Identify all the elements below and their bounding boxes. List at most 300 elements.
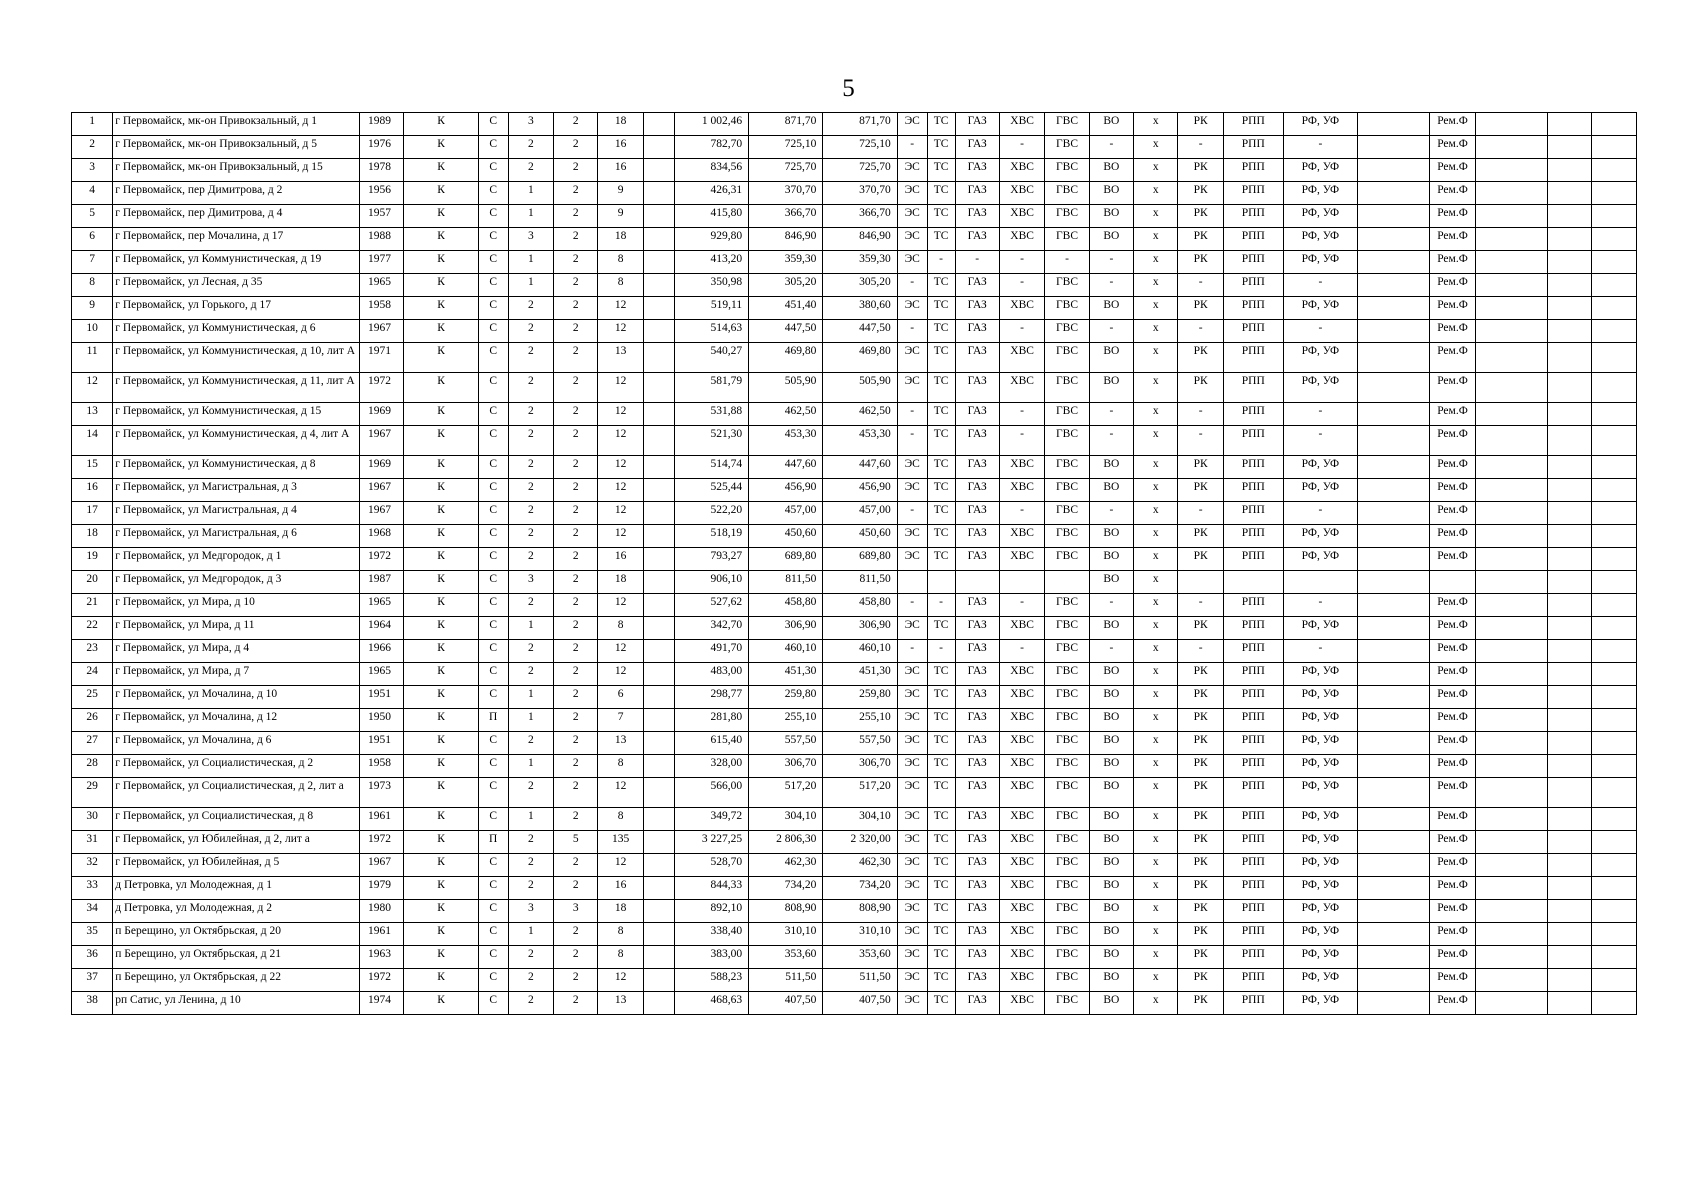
- cell-address: г Первомайск, ул Социалистическая, д 2, лит а: [113, 778, 360, 808]
- cell-mark: х: [1134, 992, 1178, 1015]
- cell-material: К: [404, 617, 478, 640]
- cell-apartments: 8: [598, 923, 643, 946]
- cell-repair-fund: Рем.Ф: [1430, 617, 1475, 640]
- cell-blank-cell: [1358, 548, 1430, 571]
- cell-row-number: 16: [72, 479, 113, 502]
- cell-heat-supply: [927, 571, 955, 594]
- cell-residential-area: 462,50: [823, 403, 897, 426]
- cell-apartments: 16: [598, 159, 643, 182]
- cell-blank-cell: [1358, 297, 1430, 320]
- cell-blank-cell: [1547, 571, 1591, 594]
- cell-hot-water: ГВС: [1045, 831, 1089, 854]
- cell-floors: 3: [508, 113, 553, 136]
- cell-address: г Первомайск, ул Социалистическая, д 8: [113, 808, 360, 831]
- cell-rpp-code: РПП: [1223, 709, 1283, 732]
- cell-mark: х: [1134, 136, 1178, 159]
- cell-entrances: 2: [554, 946, 598, 969]
- cell-address: д Петровка, ул Молодежная, д 2: [113, 900, 360, 923]
- cell-blank-cell: [1592, 205, 1637, 228]
- cell-heat-supply: -: [927, 251, 955, 274]
- cell-rk-code: РК: [1178, 548, 1223, 571]
- cell-living-area: 359,30: [749, 251, 823, 274]
- cell-sewerage: ВО: [1089, 732, 1133, 755]
- cell-fund-code: РФ, УФ: [1283, 778, 1357, 808]
- cell-blank-cell: [643, 228, 674, 251]
- cell-floors: 2: [508, 343, 553, 373]
- cell-heat-supply: ТС: [927, 182, 955, 205]
- cell-total-area: 3 227,25: [674, 831, 748, 854]
- cell-row-number: 22: [72, 617, 113, 640]
- cell-gas-supply: ГАЗ: [955, 205, 999, 228]
- cell-rpp-code: РПП: [1223, 617, 1283, 640]
- cell-floors: 2: [508, 479, 553, 502]
- cell-floors: 2: [508, 854, 553, 877]
- cell-apartments: 12: [598, 479, 643, 502]
- cell-hot-water: ГВС: [1045, 778, 1089, 808]
- cell-address: г Первомайск, мк-он Привокзальный, д 5: [113, 136, 360, 159]
- cell-blank-cell: [1358, 251, 1430, 274]
- cell-hot-water: ГВС: [1045, 946, 1089, 969]
- cell-floors: 2: [508, 548, 553, 571]
- cell-fund-code: РФ, УФ: [1283, 854, 1357, 877]
- cell-rpp-code: РПП: [1223, 686, 1283, 709]
- cell-cold-water: ХВС: [999, 992, 1044, 1015]
- cell-blank-cell: [1358, 854, 1430, 877]
- cell-address: г Первомайск, ул Медгородок, д 3: [113, 571, 360, 594]
- cell-floors: 3: [508, 900, 553, 923]
- cell-sewerage: ВО: [1089, 992, 1133, 1015]
- cell-row-number: 18: [72, 525, 113, 548]
- cell-entrances: 2: [554, 617, 598, 640]
- cell-year-built: 1956: [360, 182, 404, 205]
- cell-year-built: 1967: [360, 426, 404, 456]
- cell-blank-cell: [643, 946, 674, 969]
- cell-repair-fund: Рем.Ф: [1430, 403, 1475, 426]
- cell-material: К: [404, 182, 478, 205]
- cell-blank-cell: [1592, 159, 1637, 182]
- cell-blank-cell: [1358, 274, 1430, 297]
- cell-total-area: 349,72: [674, 808, 748, 831]
- cell-rpp-code: РПП: [1223, 182, 1283, 205]
- cell-row-number: 21: [72, 594, 113, 617]
- cell-wall-type: С: [478, 808, 508, 831]
- cell-residential-area: 557,50: [823, 732, 897, 755]
- cell-blank-cell: [1358, 479, 1430, 502]
- cell-year-built: 1969: [360, 403, 404, 426]
- cell-hot-water: ГВС: [1045, 992, 1089, 1015]
- cell-wall-type: С: [478, 923, 508, 946]
- cell-rk-code: РК: [1178, 709, 1223, 732]
- cell-gas-supply: ГАЗ: [955, 403, 999, 426]
- cell-rk-code: -: [1178, 403, 1223, 426]
- cell-mark: х: [1134, 426, 1178, 456]
- cell-apartments: 18: [598, 228, 643, 251]
- cell-blank-cell: [1358, 992, 1430, 1015]
- cell-floors: 2: [508, 831, 553, 854]
- cell-heat-supply: ТС: [927, 525, 955, 548]
- cell-row-number: 32: [72, 854, 113, 877]
- cell-apartments: 12: [598, 663, 643, 686]
- cell-apartments: 8: [598, 755, 643, 778]
- cell-address: г Первомайск, ул Коммунистическая, д 6: [113, 320, 360, 343]
- cell-blank-cell: [643, 778, 674, 808]
- cell-gas-supply: ГАЗ: [955, 320, 999, 343]
- cell-cold-water: ХВС: [999, 548, 1044, 571]
- cell-year-built: 1977: [360, 251, 404, 274]
- cell-mark: х: [1134, 525, 1178, 548]
- cell-residential-area: 366,70: [823, 205, 897, 228]
- cell-hot-water: ГВС: [1045, 969, 1089, 992]
- cell-cold-water: ХВС: [999, 808, 1044, 831]
- cell-rpp-code: РПП: [1223, 403, 1283, 426]
- cell-wall-type: С: [478, 946, 508, 969]
- cell-year-built: 1951: [360, 686, 404, 709]
- cell-hot-water: ГВС: [1045, 426, 1089, 456]
- cell-blank-cell: [643, 877, 674, 900]
- cell-wall-type: С: [478, 732, 508, 755]
- table-row: [72, 502, 1637, 525]
- cell-sewerage: ВО: [1089, 228, 1133, 251]
- cell-row-number: 5: [72, 205, 113, 228]
- cell-blank-cell: [1592, 297, 1637, 320]
- cell-rpp-code: РПП: [1223, 479, 1283, 502]
- cell-residential-area: 871,70: [823, 113, 897, 136]
- table-row: [72, 525, 1637, 548]
- cell-blank-cell: [1358, 900, 1430, 923]
- cell-hot-water: ГВС: [1045, 808, 1089, 831]
- cell-living-area: 305,20: [749, 274, 823, 297]
- cell-blank-cell: [643, 686, 674, 709]
- cell-gas-supply: ГАЗ: [955, 594, 999, 617]
- cell-cold-water: ХВС: [999, 228, 1044, 251]
- cell-rpp-code: РПП: [1223, 159, 1283, 182]
- cell-address: г Первомайск, ул Мира, д 4: [113, 640, 360, 663]
- cell-living-area: 255,10: [749, 709, 823, 732]
- cell-blank-cell: [643, 502, 674, 525]
- cell-blank-cell: [1547, 479, 1591, 502]
- cell-total-area: 528,70: [674, 854, 748, 877]
- cell-residential-area: 811,50: [823, 571, 897, 594]
- cell-entrances: 2: [554, 479, 598, 502]
- cell-floors: 1: [508, 923, 553, 946]
- cell-blank-cell: [1592, 251, 1637, 274]
- cell-entrances: 2: [554, 320, 598, 343]
- cell-address: г Первомайск, ул Коммунистическая, д 11, лит А: [113, 373, 360, 403]
- cell-gas-supply: ГАЗ: [955, 831, 999, 854]
- cell-blank-cell: [1592, 274, 1637, 297]
- cell-blank-cell: [1358, 755, 1430, 778]
- cell-rpp-code: РПП: [1223, 992, 1283, 1015]
- cell-blank-cell: [1358, 923, 1430, 946]
- cell-material: К: [404, 808, 478, 831]
- cell-apartments: 135: [598, 831, 643, 854]
- cell-power-supply: [897, 571, 927, 594]
- cell-power-supply: -: [897, 403, 927, 426]
- cell-power-supply: -: [897, 502, 927, 525]
- cell-sewerage: ВО: [1089, 877, 1133, 900]
- cell-address: г Первомайск, ул Лесная, д 35: [113, 274, 360, 297]
- table-row: [72, 274, 1637, 297]
- cell-cold-water: ХВС: [999, 900, 1044, 923]
- cell-fund-code: [1283, 571, 1357, 594]
- cell-year-built: 1967: [360, 502, 404, 525]
- table-row: [72, 732, 1637, 755]
- cell-repair-fund: Рем.Ф: [1430, 969, 1475, 992]
- cell-blank-cell: [1358, 808, 1430, 831]
- cell-year-built: 1965: [360, 594, 404, 617]
- cell-rpp-code: РПП: [1223, 831, 1283, 854]
- cell-floors: 2: [508, 136, 553, 159]
- cell-power-supply: ЭС: [897, 831, 927, 854]
- cell-address: г Первомайск, ул Мочалина, д 10: [113, 686, 360, 709]
- table-row: [72, 709, 1637, 732]
- cell-living-area: 450,60: [749, 525, 823, 548]
- cell-address: г Первомайск, мк-он Привокзальный, д 1: [113, 113, 360, 136]
- cell-power-supply: -: [897, 594, 927, 617]
- cell-wall-type: С: [478, 479, 508, 502]
- cell-heat-supply: ТС: [927, 274, 955, 297]
- cell-blank-cell: [1475, 778, 1547, 808]
- cell-blank-cell: [1358, 663, 1430, 686]
- cell-floors: 2: [508, 373, 553, 403]
- cell-blank-cell: [643, 525, 674, 548]
- cell-mark: х: [1134, 548, 1178, 571]
- cell-rk-code: РК: [1178, 617, 1223, 640]
- cell-rk-code: -: [1178, 320, 1223, 343]
- cell-material: К: [404, 403, 478, 426]
- cell-total-area: 518,19: [674, 525, 748, 548]
- cell-floors: 2: [508, 525, 553, 548]
- cell-gas-supply: ГАЗ: [955, 946, 999, 969]
- cell-rpp-code: РПП: [1223, 426, 1283, 456]
- cell-power-supply: ЭС: [897, 778, 927, 808]
- cell-blank-cell: [643, 992, 674, 1015]
- cell-floors: 2: [508, 877, 553, 900]
- cell-power-supply: -: [897, 426, 927, 456]
- cell-material: К: [404, 479, 478, 502]
- cell-heat-supply: ТС: [927, 113, 955, 136]
- cell-apartments: 12: [598, 456, 643, 479]
- cell-blank-cell: [1547, 297, 1591, 320]
- cell-hot-water: ГВС: [1045, 900, 1089, 923]
- cell-wall-type: С: [478, 571, 508, 594]
- cell-entrances: 2: [554, 778, 598, 808]
- cell-living-area: 451,30: [749, 663, 823, 686]
- cell-residential-area: 304,10: [823, 808, 897, 831]
- cell-blank-cell: [1592, 831, 1637, 854]
- cell-blank-cell: [1547, 182, 1591, 205]
- cell-wall-type: С: [478, 525, 508, 548]
- table-row: [72, 640, 1637, 663]
- cell-heat-supply: -: [927, 594, 955, 617]
- cell-living-area: 505,90: [749, 373, 823, 403]
- cell-gas-supply: ГАЗ: [955, 900, 999, 923]
- cell-repair-fund: [1430, 571, 1475, 594]
- cell-total-area: 844,33: [674, 877, 748, 900]
- cell-gas-supply: ГАЗ: [955, 548, 999, 571]
- cell-blank-cell: [1358, 426, 1430, 456]
- cell-address: рп Сатис, ул Ленина, д 10: [113, 992, 360, 1015]
- cell-hot-water: ГВС: [1045, 594, 1089, 617]
- cell-sewerage: ВО: [1089, 456, 1133, 479]
- cell-blank-cell: [1592, 992, 1637, 1015]
- cell-address: г Первомайск, ул Магистральная, д 4: [113, 502, 360, 525]
- cell-address: г Первомайск, ул Коммунистическая, д 4, лит А: [113, 426, 360, 456]
- cell-gas-supply: ГАЗ: [955, 426, 999, 456]
- cell-rk-code: РК: [1178, 113, 1223, 136]
- cell-repair-fund: Рем.Ф: [1430, 274, 1475, 297]
- cell-blank-cell: [1358, 709, 1430, 732]
- cell-hot-water: [1045, 571, 1089, 594]
- cell-rpp-code: РПП: [1223, 923, 1283, 946]
- cell-material: К: [404, 456, 478, 479]
- cell-row-number: 24: [72, 663, 113, 686]
- cell-living-area: 462,50: [749, 403, 823, 426]
- cell-entrances: 2: [554, 686, 598, 709]
- cell-address: г Первомайск, ул Коммунистическая, д 19: [113, 251, 360, 274]
- cell-mark: х: [1134, 923, 1178, 946]
- cell-repair-fund: Рем.Ф: [1430, 946, 1475, 969]
- cell-blank-cell: [1592, 946, 1637, 969]
- cell-blank-cell: [1358, 640, 1430, 663]
- cell-fund-code: -: [1283, 274, 1357, 297]
- cell-blank-cell: [1592, 373, 1637, 403]
- cell-blank-cell: [643, 479, 674, 502]
- cell-sewerage: -: [1089, 403, 1133, 426]
- cell-fund-code: РФ, УФ: [1283, 297, 1357, 320]
- cell-address: г Первомайск, ул Социалистическая, д 2: [113, 755, 360, 778]
- cell-cold-water: ХВС: [999, 617, 1044, 640]
- cell-total-area: 540,27: [674, 343, 748, 373]
- cell-wall-type: С: [478, 992, 508, 1015]
- cell-address: г Первомайск, ул Мира, д 11: [113, 617, 360, 640]
- cell-repair-fund: Рем.Ф: [1430, 686, 1475, 709]
- cell-hot-water: ГВС: [1045, 877, 1089, 900]
- cell-year-built: 1965: [360, 663, 404, 686]
- cell-total-area: 892,10: [674, 900, 748, 923]
- cell-sewerage: ВО: [1089, 900, 1133, 923]
- cell-gas-supply: ГАЗ: [955, 617, 999, 640]
- cell-apartments: 8: [598, 251, 643, 274]
- cell-repair-fund: Рем.Ф: [1430, 877, 1475, 900]
- cell-hot-water: ГВС: [1045, 136, 1089, 159]
- table-row: [72, 228, 1637, 251]
- cell-repair-fund: Рем.Ф: [1430, 923, 1475, 946]
- cell-blank-cell: [1547, 159, 1591, 182]
- cell-fund-code: РФ, УФ: [1283, 992, 1357, 1015]
- cell-mark: х: [1134, 274, 1178, 297]
- cell-blank-cell: [1547, 900, 1591, 923]
- cell-row-number: 25: [72, 686, 113, 709]
- cell-living-area: 517,20: [749, 778, 823, 808]
- cell-blank-cell: [643, 205, 674, 228]
- cell-fund-code: РФ, УФ: [1283, 548, 1357, 571]
- cell-blank-cell: [1547, 373, 1591, 403]
- cell-heat-supply: ТС: [927, 159, 955, 182]
- cell-year-built: 1965: [360, 274, 404, 297]
- cell-hot-water: ГВС: [1045, 617, 1089, 640]
- cell-blank-cell: [1475, 969, 1547, 992]
- cell-entrances: 2: [554, 373, 598, 403]
- cell-blank-cell: [1547, 709, 1591, 732]
- cell-blank-cell: [1475, 251, 1547, 274]
- cell-wall-type: С: [478, 755, 508, 778]
- cell-heat-supply: ТС: [927, 831, 955, 854]
- cell-row-number: 2: [72, 136, 113, 159]
- cell-apartments: 8: [598, 946, 643, 969]
- cell-blank-cell: [1358, 343, 1430, 373]
- cell-sewerage: -: [1089, 320, 1133, 343]
- cell-gas-supply: ГАЗ: [955, 274, 999, 297]
- cell-rpp-code: РПП: [1223, 136, 1283, 159]
- cell-address: г Первомайск, ул Коммунистическая, д 8: [113, 456, 360, 479]
- cell-rpp-code: РПП: [1223, 854, 1283, 877]
- cell-blank-cell: [1547, 456, 1591, 479]
- table-row: [72, 946, 1637, 969]
- cell-rk-code: РК: [1178, 778, 1223, 808]
- cell-rk-code: РК: [1178, 297, 1223, 320]
- cell-floors: 1: [508, 251, 553, 274]
- cell-hot-water: ГВС: [1045, 297, 1089, 320]
- cell-blank-cell: [1547, 969, 1591, 992]
- cell-rpp-code: РПП: [1223, 525, 1283, 548]
- cell-apartments: 8: [598, 808, 643, 831]
- cell-floors: 2: [508, 159, 553, 182]
- cell-gas-supply: ГАЗ: [955, 732, 999, 755]
- cell-rpp-code: РПП: [1223, 251, 1283, 274]
- table-row: [72, 456, 1637, 479]
- cell-cold-water: ХВС: [999, 479, 1044, 502]
- cell-entrances: 2: [554, 502, 598, 525]
- cell-cold-water: -: [999, 403, 1044, 426]
- cell-mark: х: [1134, 969, 1178, 992]
- cell-repair-fund: Рем.Ф: [1430, 594, 1475, 617]
- cell-year-built: 1961: [360, 808, 404, 831]
- cell-living-area: 306,90: [749, 617, 823, 640]
- cell-residential-area: 407,50: [823, 992, 897, 1015]
- cell-entrances: 2: [554, 297, 598, 320]
- cell-power-supply: ЭС: [897, 113, 927, 136]
- cell-material: К: [404, 831, 478, 854]
- cell-wall-type: С: [478, 136, 508, 159]
- cell-blank-cell: [1475, 732, 1547, 755]
- cell-total-area: 328,00: [674, 755, 748, 778]
- cell-rpp-code: РПП: [1223, 205, 1283, 228]
- cell-blank-cell: [1547, 205, 1591, 228]
- cell-rk-code: РК: [1178, 343, 1223, 373]
- cell-rk-code: РК: [1178, 686, 1223, 709]
- cell-row-number: 33: [72, 877, 113, 900]
- cell-living-area: 353,60: [749, 946, 823, 969]
- cell-year-built: 1950: [360, 709, 404, 732]
- cell-rpp-code: РПП: [1223, 548, 1283, 571]
- cell-blank-cell: [1358, 182, 1430, 205]
- cell-wall-type: С: [478, 778, 508, 808]
- cell-apartments: 18: [598, 571, 643, 594]
- cell-blank-cell: [1592, 755, 1637, 778]
- cell-blank-cell: [643, 456, 674, 479]
- cell-sewerage: -: [1089, 426, 1133, 456]
- cell-floors: 1: [508, 205, 553, 228]
- cell-power-supply: ЭС: [897, 479, 927, 502]
- cell-rpp-code: РПП: [1223, 343, 1283, 373]
- cell-address: г Первомайск, ул Мочалина, д 12: [113, 709, 360, 732]
- cell-total-area: 521,30: [674, 426, 748, 456]
- cell-address: г Первомайск, ул Коммунистическая, д 10, лит А: [113, 343, 360, 373]
- cell-power-supply: ЭС: [897, 343, 927, 373]
- cell-blank-cell: [1358, 877, 1430, 900]
- cell-residential-area: 451,30: [823, 663, 897, 686]
